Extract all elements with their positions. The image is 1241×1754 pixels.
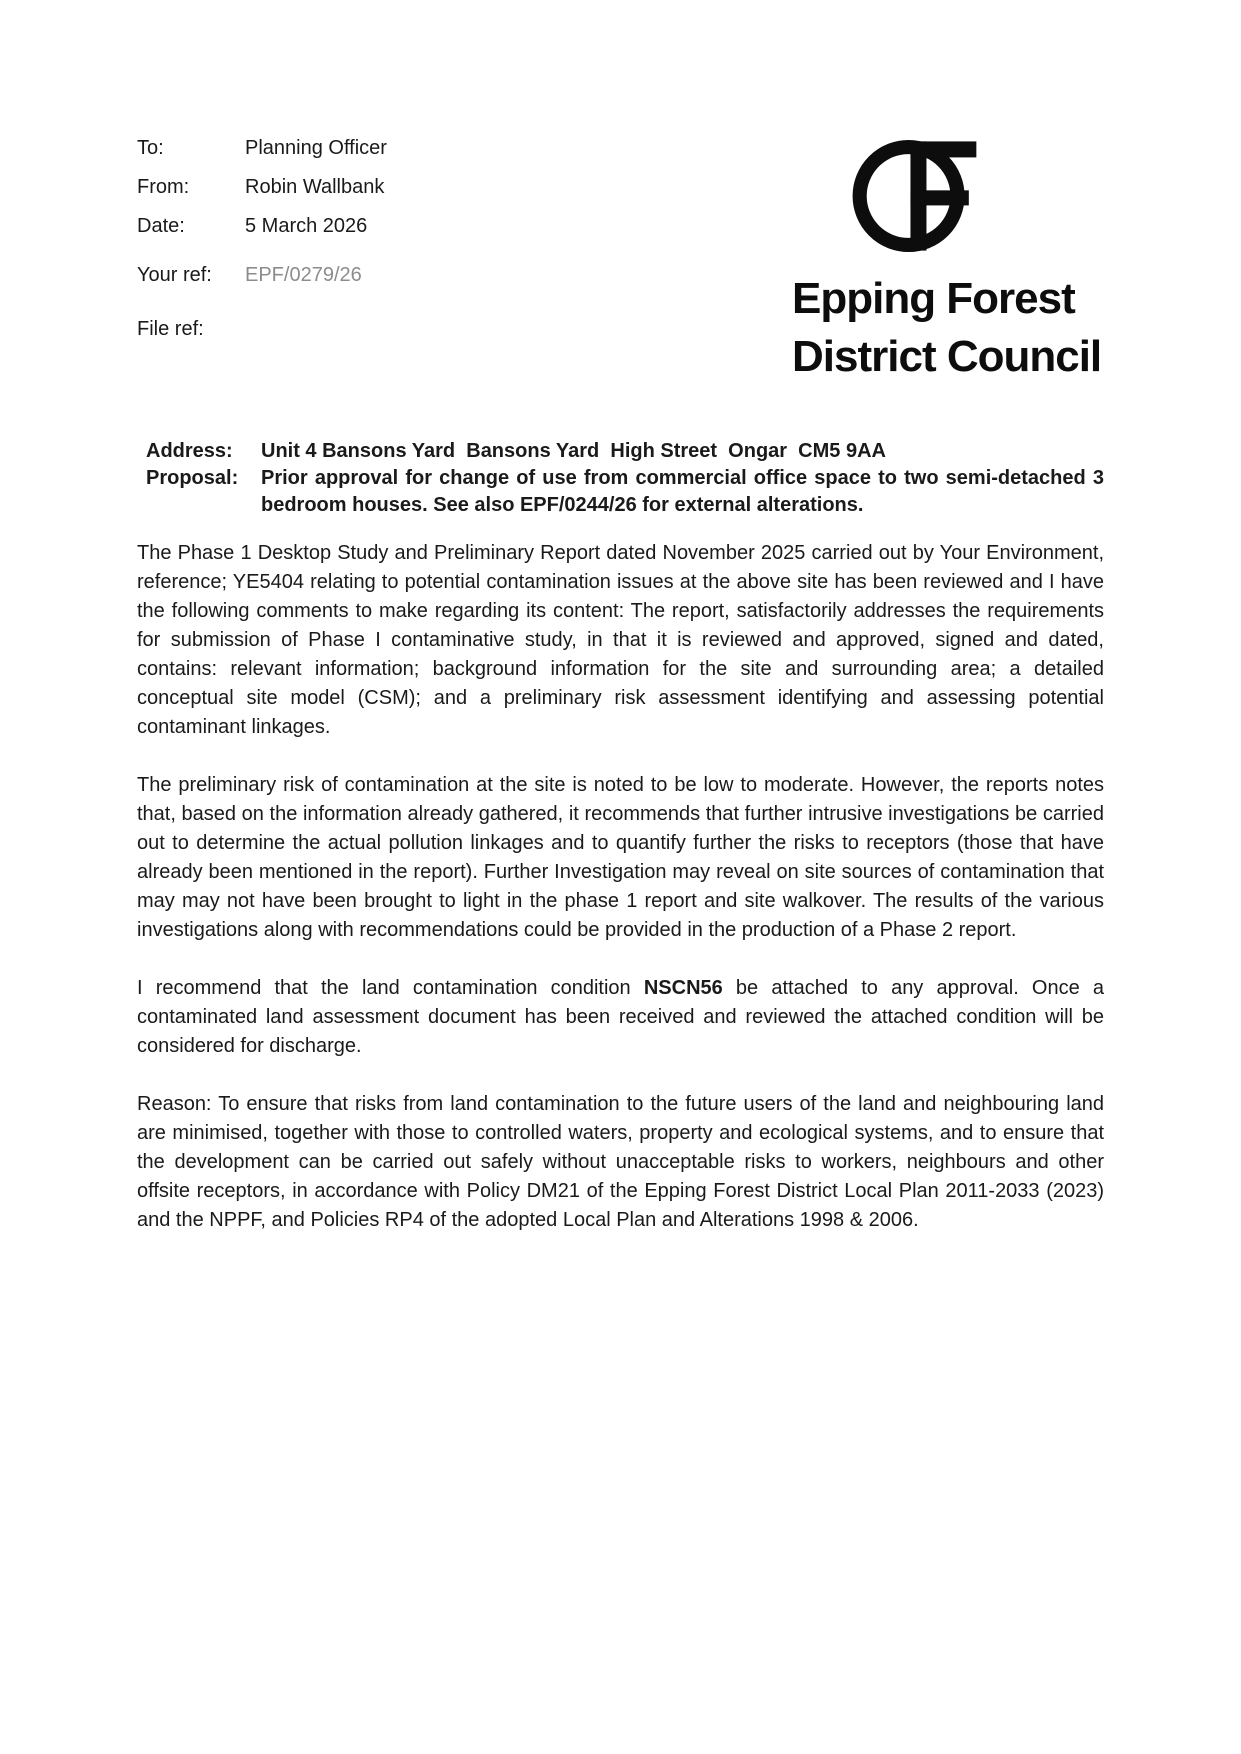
brand-line-epping-forest: Epping Forest [792, 274, 1075, 323]
address-label: Address: [146, 440, 233, 462]
date-value: 5 March 2026 [245, 215, 368, 237]
memo-top-row [137, 130, 1104, 386]
proposal-value: Prior approval for change of use from commercial office space to two semi-detached 3 bedroom houses. See also EPF/0244/26 for external alterations. [261, 467, 1104, 516]
meta-row-date [137, 214, 387, 238]
from-value: Robin Wallbank [245, 176, 385, 198]
meta-row-file-ref [137, 317, 387, 341]
file-ref-value [245, 317, 387, 341]
case-row-proposal [146, 465, 1104, 519]
from-label: From: [137, 176, 190, 198]
paragraph-phase1-review: The Phase 1 Desktop Study and Preliminary Report dated November 2025 carried out by Your Environment, reference; YE5404 relating to potential contamination issues at the above site has been reviewed and I have the following comments to make regarding its content: The report, satisfactorily addresses the requirements for submission of Phase I contaminative study, in that it is reviewed and approved, signed and dated, contains: relevant information; background information for the site and surrounding area; a detailed conceptual site model (CSM); and a preliminary risk assessment identifying and assessing potential contaminant linkages. [137, 542, 1104, 738]
meta-row-your-ref [137, 263, 387, 287]
address-value: Unit 4 Bansons Yard Bansons Yard High Street Ongar CM5 9AA [261, 440, 886, 462]
paragraph-reason: Reason: To ensure that risks from land contamination to the future users of the land and neighbouring land are minimised, together with those to controlled waters, property and ecological systems, and to ensure that the development can be carried out safely without unacceptable risks to workers, neighbours and other offsite receptors, in accordance with Policy DM21 of the Epping Forest District Local Plan 2011-2033 (2023) and the NPPF, and Policies RP4 of the adopted Local Plan and Alterations 1998 & 2006. [137, 1093, 1104, 1231]
date-label: Date: [137, 215, 185, 237]
council-brand-block [792, 130, 1104, 386]
to-value: Planning Officer [245, 137, 387, 159]
paragraph-recommendation [137, 974, 1104, 1061]
to-label: To: [137, 137, 164, 159]
your-ref-label: Your ref: [137, 264, 212, 286]
case-row-address [146, 438, 1104, 465]
paragraph-preliminary-risk: The preliminary risk of contamination at the site is noted to be low to moderate. However, the reports notes that, based on the information already gathered, it recommends that further intrusive investigations be carried out to determine the actual pollution linkages and to quantify further the risks to receptors (those that have already been mentioned in the report). Further Investigation may reveal on site sources of contamination that may may not have been brought to light in the phase 1 report and site walkover. The results of the various investigations along with recommendations could be provided in the production of a Phase 2 report. [137, 774, 1104, 941]
meta-row-to [137, 136, 387, 160]
memo-header [137, 130, 387, 356]
memo-body [137, 539, 1104, 1235]
meta-row-from [137, 175, 387, 199]
proposal-label: Proposal: [146, 467, 239, 489]
recommendation-text-after: be attached to any approval. Once a contaminated land assessment document has been received and reviewed the attached condition will be considered for discharge. [137, 977, 1104, 1057]
file-ref-label: File ref: [137, 318, 204, 340]
brand-line-district-council: District Council [792, 332, 1102, 381]
recommendation-text-before: I recommend that the land contamination condition [137, 977, 644, 999]
case-details-block [137, 438, 1104, 519]
council-ef-logo-icon [852, 132, 984, 260]
your-ref-value: EPF/0279/26 [245, 264, 362, 286]
condition-code: NSCN56 [643, 977, 723, 999]
